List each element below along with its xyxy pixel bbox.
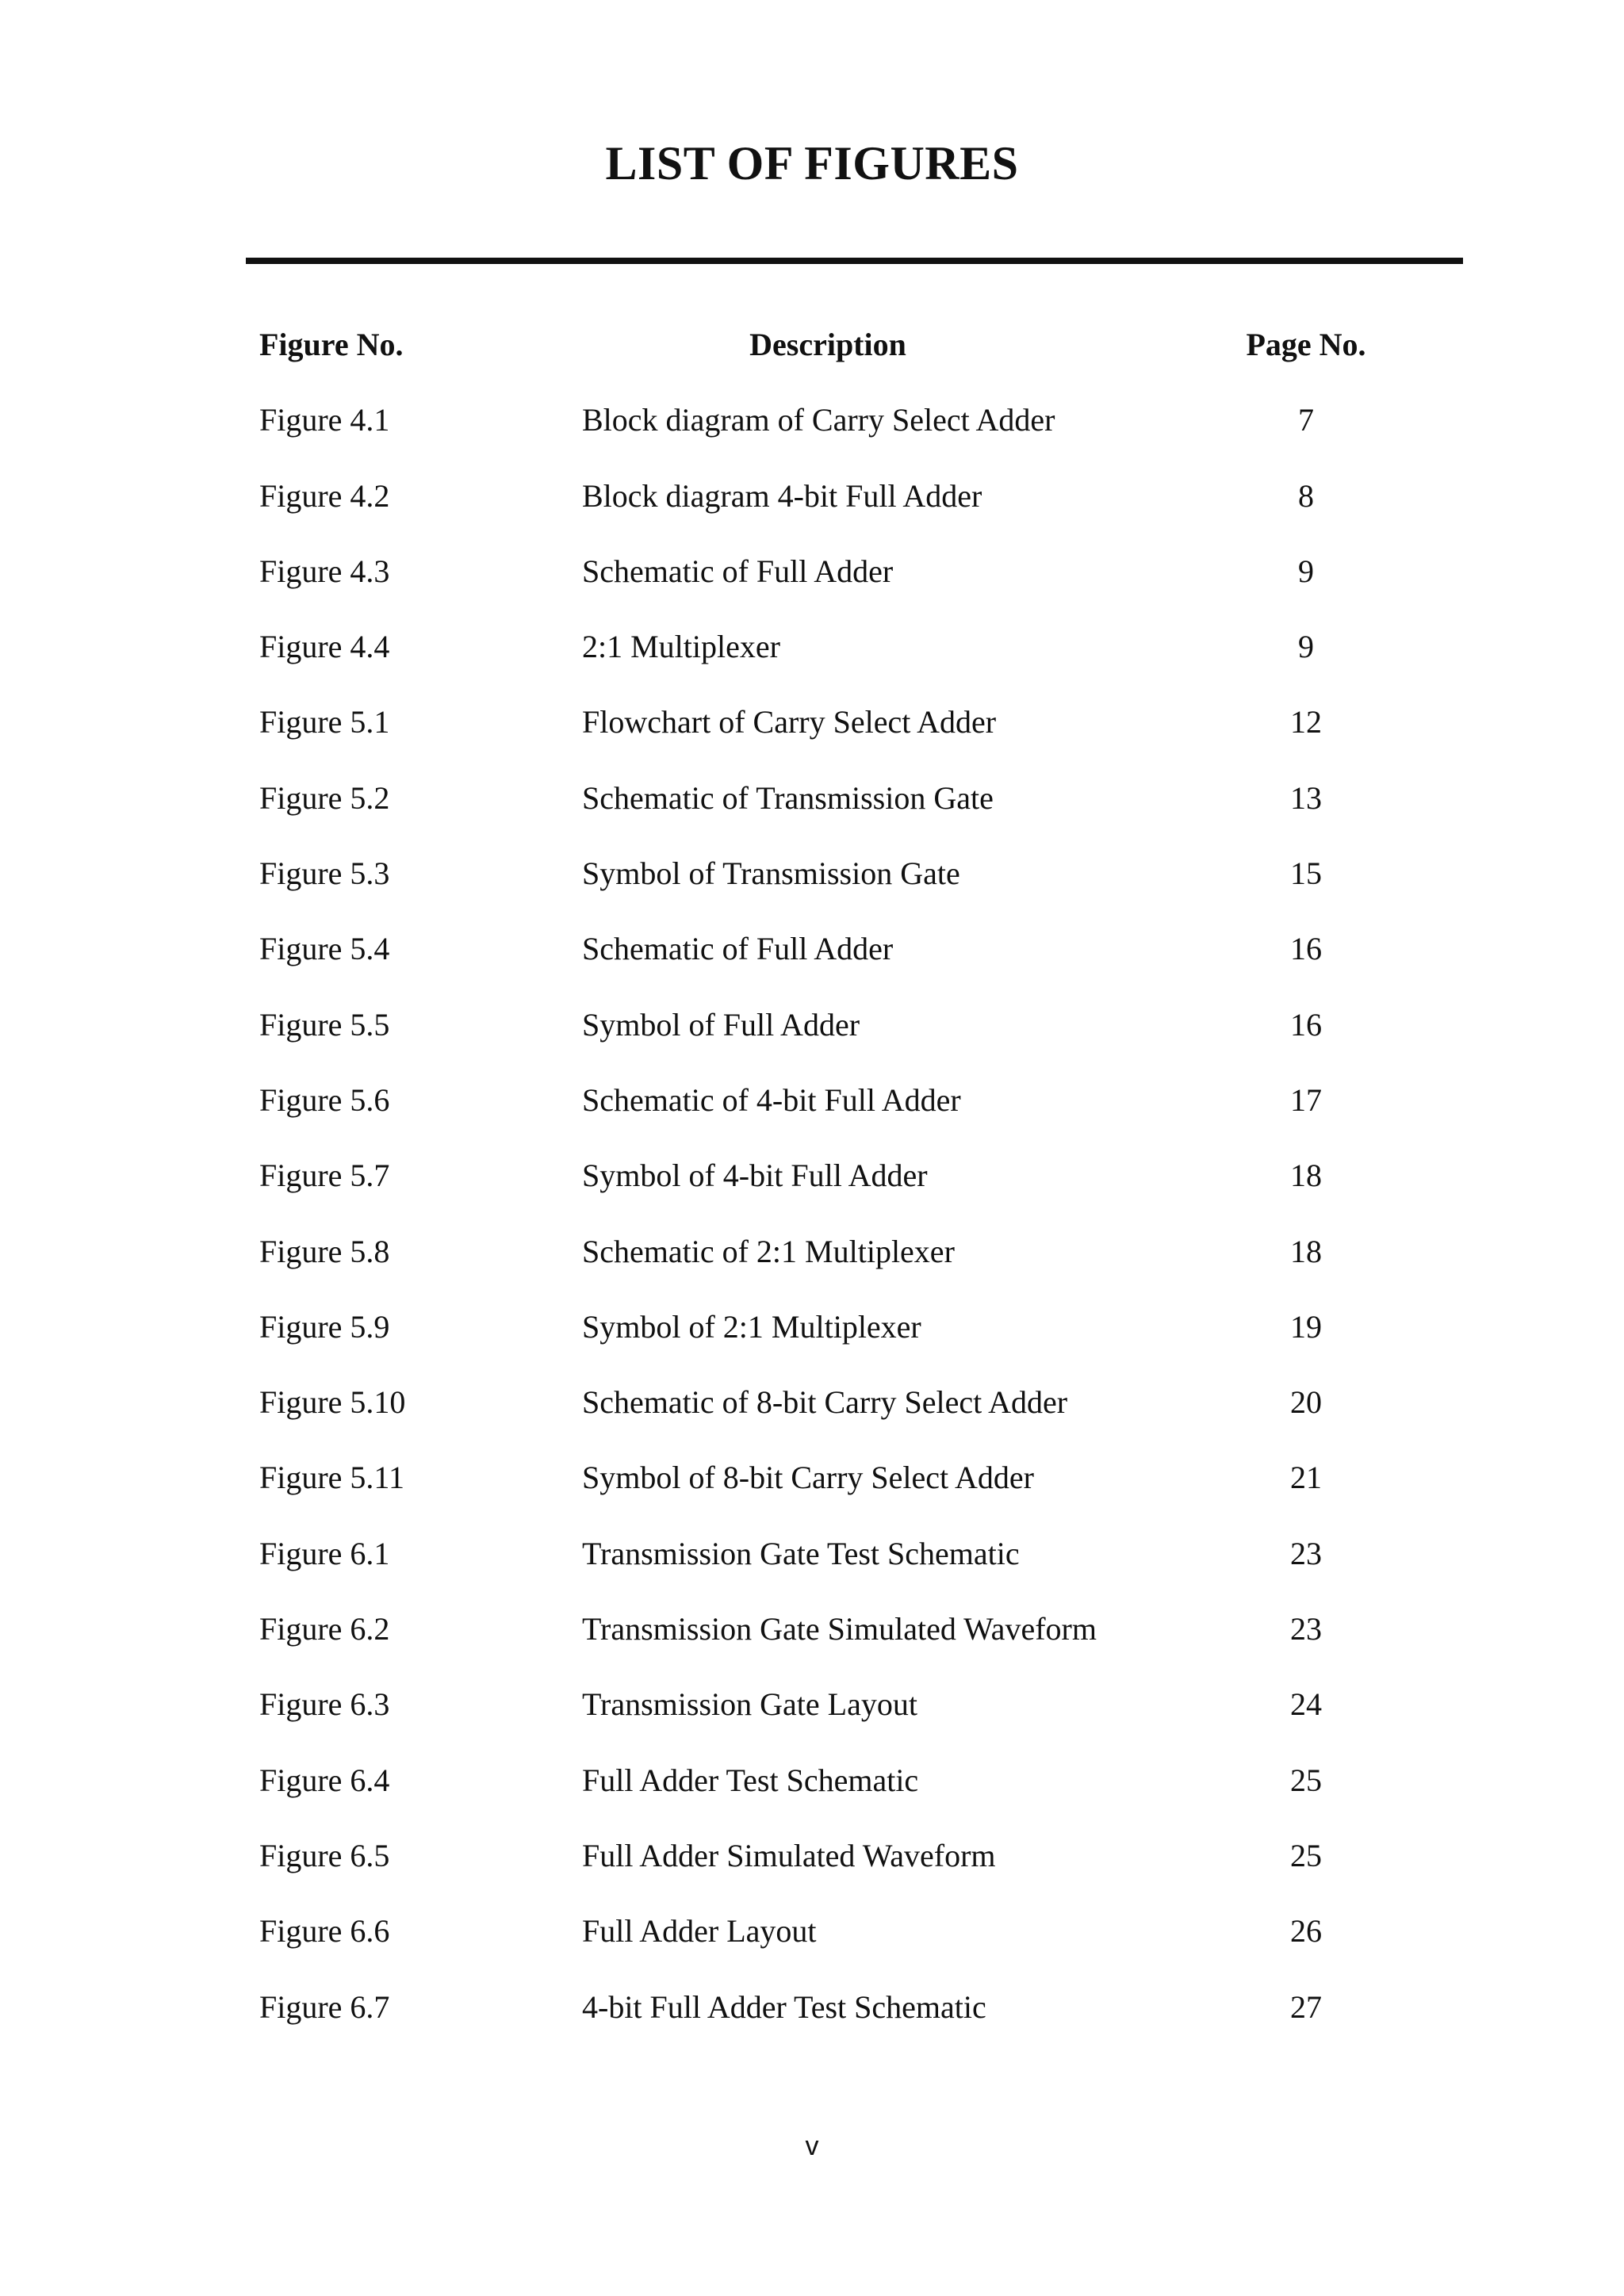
figure-description: Symbol of 2:1 Multiplexer: [582, 1308, 921, 1345]
figure-page-number: 23: [1290, 1535, 1322, 1571]
figure-description: 4-bit Full Adder Test Schematic: [582, 1988, 986, 2025]
figure-description: Schematic of 4-bit Full Adder: [582, 1081, 961, 1118]
figure-number: Figure 4.3: [259, 553, 390, 589]
figure-page-number: 26: [1290, 1913, 1322, 1950]
figure-number: Figure 6.1: [259, 1535, 390, 1571]
figure-number: Figure 5.7: [259, 1158, 390, 1194]
figure-number: Figure 5.1: [259, 704, 390, 740]
table-row: [0, 550, 1624, 626]
table-row: [0, 1456, 1624, 1532]
table-row: [0, 1986, 1624, 2061]
figure-page-number: 16: [1290, 1006, 1322, 1043]
figure-page-number: 27: [1290, 1988, 1322, 2025]
figure-number: Figure 5.11: [259, 1460, 404, 1496]
figure-page-number: 23: [1290, 1611, 1322, 1647]
figure-description: Flowchart of Carry Select Adder: [582, 704, 997, 740]
figure-description: Symbol of 4-bit Full Adder: [582, 1158, 928, 1194]
figure-page-number: 21: [1290, 1460, 1322, 1496]
figure-description: Block diagram 4-bit Full Adder: [582, 477, 982, 514]
title-divider: [246, 258, 1463, 264]
figure-number: Figure 6.3: [259, 1686, 390, 1723]
table-row: [0, 1306, 1624, 1381]
figure-description: Schematic of 2:1 Multiplexer: [582, 1233, 955, 1269]
figure-page-number: 18: [1290, 1158, 1322, 1194]
table-row: [0, 928, 1624, 1003]
figure-description: Schematic of Full Adder: [582, 931, 894, 967]
figure-number: Figure 5.5: [259, 1006, 390, 1043]
figure-page-number: 8: [1298, 477, 1314, 514]
figure-description: Transmission Gate Simulated Waveform: [582, 1611, 1097, 1647]
figure-number: Figure 6.2: [259, 1611, 390, 1647]
figure-description: Full Adder Layout: [582, 1913, 817, 1950]
page-title: LIST OF FIGURES: [605, 137, 1019, 189]
table-row: [0, 1533, 1624, 1608]
figure-description: Transmission Gate Layout: [582, 1686, 917, 1723]
table-row: [0, 1910, 1624, 1985]
page-number: v: [805, 2131, 819, 2161]
figure-page-number: 15: [1290, 855, 1322, 892]
figure-description: Transmission Gate Test Schematic: [582, 1535, 1020, 1571]
figure-page-number: 25: [1290, 1837, 1322, 1873]
figure-page-number: 17: [1290, 1081, 1322, 1118]
table-row: [0, 1230, 1624, 1306]
figure-description: 2:1 Multiplexer: [582, 629, 780, 665]
figure-number: Figure 4.1: [259, 402, 390, 438]
table-row: [0, 1154, 1624, 1230]
figure-number: Figure 6.6: [259, 1913, 390, 1950]
table-row: [0, 1835, 1624, 1910]
table-row: [0, 701, 1624, 776]
figure-number: Figure 6.5: [259, 1837, 390, 1873]
table-row: [0, 1381, 1624, 1456]
table-row: [0, 1004, 1624, 1079]
figure-page-number: 9: [1298, 629, 1314, 665]
table-row: [0, 852, 1624, 928]
figure-page-number: 9: [1298, 553, 1314, 589]
figure-description: Schematic of 8-bit Carry Select Adder: [582, 1384, 1068, 1421]
figure-number: Figure 5.2: [259, 779, 390, 816]
figure-description: Full Adder Test Schematic: [582, 1762, 919, 1798]
figure-page-number: 18: [1290, 1233, 1322, 1269]
figure-page-number: 12: [1290, 704, 1322, 740]
figure-page-number: 16: [1290, 931, 1322, 967]
header-figure-no: Figure No.: [259, 327, 404, 362]
figure-page-number: 20: [1290, 1384, 1322, 1421]
table-row: [0, 1759, 1624, 1835]
figure-description: Schematic of Transmission Gate: [582, 779, 994, 816]
figure-number: Figure 5.9: [259, 1308, 390, 1345]
table-row: [0, 399, 1624, 474]
figure-description: Block diagram of Carry Select Adder: [582, 402, 1055, 438]
figure-number: Figure 5.8: [259, 1233, 390, 1269]
figure-page-number: 24: [1290, 1686, 1322, 1723]
figure-page-number: 19: [1290, 1308, 1322, 1345]
figure-page-number: 13: [1290, 779, 1322, 816]
figure-description: Symbol of Full Adder: [582, 1006, 860, 1043]
table-header-row: [0, 323, 1624, 399]
table-row: [0, 1683, 1624, 1758]
figure-number: Figure 5.10: [259, 1384, 406, 1421]
figure-number: Figure 4.4: [259, 629, 390, 665]
figure-number: Figure 5.6: [259, 1081, 390, 1118]
figure-description: Symbol of Transmission Gate: [582, 855, 960, 892]
figure-number: Figure 6.4: [259, 1762, 390, 1798]
figure-number: Figure 4.2: [259, 477, 390, 514]
figure-description: Full Adder Simulated Waveform: [582, 1837, 996, 1873]
table-row: [0, 1079, 1624, 1154]
table-row: [0, 475, 1624, 550]
header-page-no: Page No.: [1246, 327, 1366, 362]
figure-page-number: 25: [1290, 1762, 1322, 1798]
table-row: [0, 626, 1624, 701]
figure-table: [0, 323, 1624, 2061]
figure-description: Schematic of Full Adder: [582, 553, 894, 589]
table-row: [0, 777, 1624, 852]
header-description: Description: [749, 327, 906, 362]
figure-page-number: 7: [1298, 402, 1314, 438]
table-row: [0, 1608, 1624, 1683]
figure-number: Figure 6.7: [259, 1988, 390, 2025]
figure-number: Figure 5.4: [259, 931, 390, 967]
table-body: [0, 399, 1624, 2061]
figure-description: Symbol of 8-bit Carry Select Adder: [582, 1460, 1034, 1496]
figure-number: Figure 5.3: [259, 855, 390, 892]
